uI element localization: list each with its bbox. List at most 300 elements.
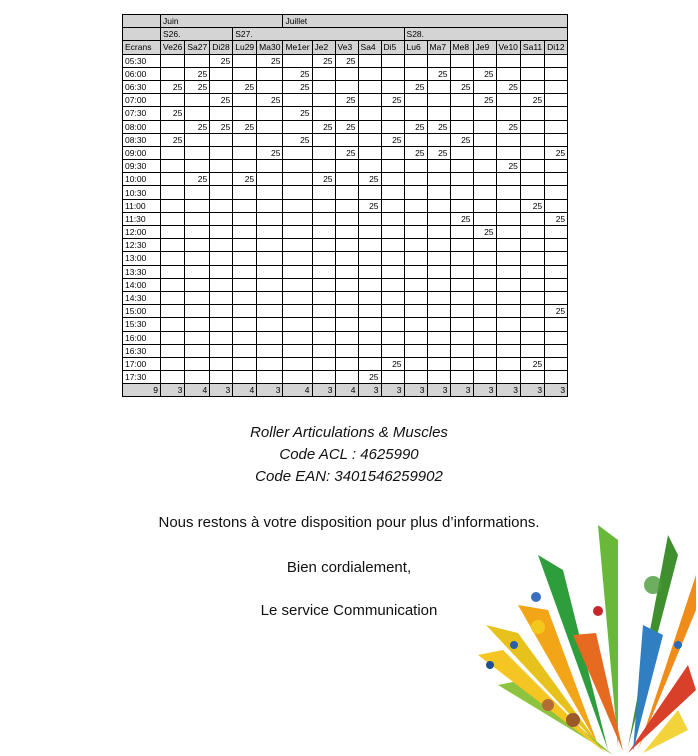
schedule-cell bbox=[520, 120, 544, 133]
schedule-cell bbox=[404, 331, 427, 344]
schedule-cell bbox=[520, 305, 544, 318]
schedule-row bbox=[123, 186, 568, 199]
schedule-cell bbox=[161, 252, 185, 265]
schedule-cell: 25 bbox=[427, 67, 450, 80]
schedule-cell: 25 bbox=[427, 120, 450, 133]
schedule-cell bbox=[210, 173, 233, 186]
schedule-cell bbox=[473, 133, 496, 146]
schedule-cell bbox=[381, 278, 404, 291]
schedule-cell: 25 bbox=[257, 54, 283, 67]
schedule-cell bbox=[335, 252, 358, 265]
schedule-cell bbox=[185, 252, 210, 265]
schedule-cell bbox=[283, 54, 312, 67]
schedule-cell bbox=[496, 239, 520, 252]
schedule-cell bbox=[427, 357, 450, 370]
total-cell: 3 bbox=[381, 384, 404, 397]
schedule-row bbox=[123, 160, 568, 173]
schedule-cell bbox=[210, 357, 233, 370]
schedule-cell bbox=[520, 318, 544, 331]
schedule-cell bbox=[427, 331, 450, 344]
schedule-cell bbox=[381, 146, 404, 159]
schedule-cell bbox=[473, 291, 496, 304]
schedule-cell bbox=[335, 80, 358, 93]
schedule-cell bbox=[450, 173, 473, 186]
day-header-row bbox=[123, 41, 568, 54]
schedule-cell bbox=[312, 344, 335, 357]
schedule-cell bbox=[496, 291, 520, 304]
schedule-cell bbox=[335, 173, 358, 186]
schedule-cell bbox=[358, 107, 381, 120]
schedule-cell bbox=[520, 133, 544, 146]
schedule-row bbox=[123, 173, 568, 186]
schedule-cell bbox=[381, 239, 404, 252]
schedule-cell bbox=[358, 357, 381, 370]
schedule-cell bbox=[210, 331, 233, 344]
schedule-cell bbox=[545, 80, 568, 93]
schedule-cell bbox=[210, 146, 233, 159]
schedule-cell bbox=[283, 186, 312, 199]
schedule-cell bbox=[496, 371, 520, 384]
schedule-row bbox=[123, 252, 568, 265]
schedule-cell: 25 bbox=[161, 80, 185, 93]
schedule-cell bbox=[210, 186, 233, 199]
schedule-cell bbox=[233, 252, 257, 265]
schedule-cell bbox=[210, 318, 233, 331]
total-cell: 3 bbox=[496, 384, 520, 397]
schedule-cell: 25 bbox=[233, 80, 257, 93]
schedule-cell bbox=[358, 54, 381, 67]
schedule-cell bbox=[161, 226, 185, 239]
day-header: Di12 bbox=[545, 41, 568, 54]
schedule-cell bbox=[233, 278, 257, 291]
schedule-cell bbox=[381, 160, 404, 173]
schedule-cell bbox=[233, 357, 257, 370]
schedule-cell bbox=[520, 54, 544, 67]
schedule-cell bbox=[283, 305, 312, 318]
schedule-cell bbox=[185, 318, 210, 331]
time-slot: 08:30 bbox=[123, 133, 161, 146]
schedule-cell bbox=[450, 291, 473, 304]
schedule-cell bbox=[335, 107, 358, 120]
schedule-cell bbox=[161, 67, 185, 80]
schedule-cell bbox=[185, 265, 210, 278]
schedule-cell: 25 bbox=[450, 80, 473, 93]
schedule-cell bbox=[358, 80, 381, 93]
schedule-cell bbox=[520, 226, 544, 239]
schedule-cell: 25 bbox=[450, 133, 473, 146]
schedule-cell: 25 bbox=[450, 212, 473, 225]
schedule-cell bbox=[335, 265, 358, 278]
schedule-cell bbox=[312, 357, 335, 370]
schedule-cell bbox=[404, 291, 427, 304]
schedule-cell bbox=[358, 146, 381, 159]
schedule-cell: 25 bbox=[210, 94, 233, 107]
schedule-cell bbox=[335, 160, 358, 173]
schedule-row bbox=[123, 344, 568, 357]
schedule-cell bbox=[496, 252, 520, 265]
month-header-row bbox=[123, 15, 568, 28]
schedule-cell: 25 bbox=[545, 212, 568, 225]
schedule-cell bbox=[283, 173, 312, 186]
schedule-cell bbox=[161, 199, 185, 212]
schedule-cell bbox=[473, 265, 496, 278]
schedule-cell bbox=[283, 120, 312, 133]
schedule-cell bbox=[427, 133, 450, 146]
schedule-cell bbox=[210, 265, 233, 278]
schedule-cell bbox=[335, 226, 358, 239]
schedule-cell bbox=[450, 305, 473, 318]
schedule-cell bbox=[545, 120, 568, 133]
schedule-cell bbox=[185, 146, 210, 159]
schedule-cell bbox=[257, 160, 283, 173]
schedule-cell bbox=[257, 278, 283, 291]
schedule-cell bbox=[520, 331, 544, 344]
time-slot: 13:00 bbox=[123, 252, 161, 265]
schedule-cell bbox=[381, 291, 404, 304]
schedule-cell bbox=[450, 199, 473, 212]
total-cell: 3 bbox=[312, 384, 335, 397]
schedule-cell bbox=[358, 291, 381, 304]
schedule-cell bbox=[210, 291, 233, 304]
schedule-cell bbox=[233, 291, 257, 304]
availability-message: Nous restons à votre disposition pour plus d’informations. bbox=[158, 514, 540, 531]
schedule-cell bbox=[358, 212, 381, 225]
schedule-cell: 25 bbox=[496, 120, 520, 133]
schedule-cell bbox=[520, 371, 544, 384]
time-slot: 07:00 bbox=[123, 94, 161, 107]
schedule-cell: 25 bbox=[257, 94, 283, 107]
schedule-cell bbox=[520, 212, 544, 225]
schedule-cell bbox=[427, 54, 450, 67]
schedule-cell bbox=[381, 212, 404, 225]
schedule-cell bbox=[233, 107, 257, 120]
time-slot: 15:00 bbox=[123, 305, 161, 318]
total-cell: 4 bbox=[335, 384, 358, 397]
schedule-cell: 25 bbox=[283, 133, 312, 146]
schedule-cell bbox=[283, 94, 312, 107]
schedule-row bbox=[123, 94, 568, 107]
schedule-cell bbox=[358, 239, 381, 252]
schedule-cell bbox=[185, 199, 210, 212]
month-header: Juin bbox=[161, 15, 283, 28]
schedule-cell: 25 bbox=[427, 146, 450, 159]
schedule-cell bbox=[233, 186, 257, 199]
schedule-cell bbox=[496, 265, 520, 278]
schedule-cell bbox=[473, 318, 496, 331]
month-header: Juillet bbox=[283, 15, 568, 28]
schedule-cell bbox=[381, 305, 404, 318]
schedule-cell bbox=[257, 318, 283, 331]
schedule-cell bbox=[545, 173, 568, 186]
schedule-row bbox=[123, 199, 568, 212]
schedule-cell: 25 bbox=[161, 133, 185, 146]
time-slot: 06:30 bbox=[123, 80, 161, 93]
schedule-cell bbox=[283, 318, 312, 331]
schedule-row bbox=[123, 239, 568, 252]
schedule-cell bbox=[312, 252, 335, 265]
corner-cell bbox=[123, 28, 161, 41]
total-cell: 4 bbox=[283, 384, 312, 397]
schedule-cell bbox=[520, 80, 544, 93]
schedule-cell bbox=[358, 331, 381, 344]
schedule-cell: 25 bbox=[233, 173, 257, 186]
schedule-cell bbox=[185, 344, 210, 357]
schedule-cell bbox=[283, 226, 312, 239]
schedule-cell bbox=[545, 160, 568, 173]
schedule-cell bbox=[358, 67, 381, 80]
schedule-cell bbox=[496, 199, 520, 212]
schedule-cell bbox=[358, 305, 381, 318]
schedule-cell bbox=[257, 357, 283, 370]
schedule-cell: 25 bbox=[335, 94, 358, 107]
time-slot: 09:00 bbox=[123, 146, 161, 159]
schedule-cell bbox=[473, 252, 496, 265]
schedule-cell bbox=[210, 107, 233, 120]
schedule-cell bbox=[496, 186, 520, 199]
schedule-cell bbox=[210, 371, 233, 384]
schedule-cell: 25 bbox=[257, 146, 283, 159]
schedule-cell bbox=[404, 371, 427, 384]
schedule-cell bbox=[520, 146, 544, 159]
schedule-cell bbox=[312, 199, 335, 212]
schedule-cell bbox=[283, 344, 312, 357]
schedule-cell: 25 bbox=[210, 54, 233, 67]
time-slot: 08:00 bbox=[123, 120, 161, 133]
schedule-cell: 25 bbox=[335, 120, 358, 133]
schedule-row bbox=[123, 265, 568, 278]
schedule-cell: 25 bbox=[358, 173, 381, 186]
day-header: Sa4 bbox=[358, 41, 381, 54]
broadcast-schedule-table bbox=[122, 14, 568, 397]
schedule-cell bbox=[257, 331, 283, 344]
schedule-cell bbox=[427, 291, 450, 304]
schedule-cell bbox=[496, 305, 520, 318]
total-cell: 4 bbox=[185, 384, 210, 397]
schedule-cell bbox=[185, 291, 210, 304]
schedule-cell bbox=[335, 212, 358, 225]
schedule-cell bbox=[210, 278, 233, 291]
schedule-cell bbox=[161, 54, 185, 67]
schedule-cell: 25 bbox=[185, 173, 210, 186]
schedule-cell bbox=[312, 80, 335, 93]
schedule-cell: 25 bbox=[312, 173, 335, 186]
schedule-cell bbox=[404, 199, 427, 212]
schedule-cell bbox=[233, 305, 257, 318]
schedule-cell bbox=[473, 186, 496, 199]
schedule-cell bbox=[473, 107, 496, 120]
schedule-cell bbox=[450, 67, 473, 80]
week-header: S27. bbox=[233, 28, 404, 41]
schedule-cell bbox=[257, 120, 283, 133]
schedule-cell bbox=[404, 186, 427, 199]
schedule-cell bbox=[496, 331, 520, 344]
schedule-cell bbox=[233, 67, 257, 80]
schedule-cell bbox=[312, 278, 335, 291]
schedule-cell bbox=[473, 54, 496, 67]
schedule-cell bbox=[496, 173, 520, 186]
schedule-cell bbox=[404, 67, 427, 80]
schedule-cell bbox=[473, 344, 496, 357]
schedule-cell: 25 bbox=[233, 120, 257, 133]
total-cell: 3 bbox=[161, 384, 185, 397]
schedule-cell bbox=[185, 133, 210, 146]
schedule-cell bbox=[283, 212, 312, 225]
total-cell: 3 bbox=[473, 384, 496, 397]
total-cell: 3 bbox=[450, 384, 473, 397]
schedule-cell bbox=[312, 94, 335, 107]
schedule-cell bbox=[496, 146, 520, 159]
schedule-cell bbox=[404, 305, 427, 318]
schedule-cell bbox=[161, 239, 185, 252]
row-header-label: Ecrans bbox=[123, 41, 161, 54]
schedule-cell bbox=[161, 173, 185, 186]
schedule-cell: 25 bbox=[210, 120, 233, 133]
schedule-cell bbox=[496, 133, 520, 146]
schedule-cell bbox=[257, 133, 283, 146]
schedule-cell bbox=[496, 107, 520, 120]
schedule-cell bbox=[427, 160, 450, 173]
schedule-row bbox=[123, 120, 568, 133]
schedule-cell bbox=[450, 54, 473, 67]
schedule-row bbox=[123, 357, 568, 370]
schedule-cell bbox=[520, 107, 544, 120]
schedule-cell: 25 bbox=[358, 199, 381, 212]
schedule-cell: 25 bbox=[185, 67, 210, 80]
schedule-cell bbox=[520, 252, 544, 265]
schedule-row bbox=[123, 305, 568, 318]
schedule-row bbox=[123, 107, 568, 120]
schedule-cell bbox=[210, 212, 233, 225]
schedule-cell bbox=[496, 212, 520, 225]
schedule-cell bbox=[473, 371, 496, 384]
time-slot: 17:30 bbox=[123, 371, 161, 384]
schedule-cell bbox=[381, 252, 404, 265]
schedule-cell bbox=[233, 239, 257, 252]
time-slot: 15:30 bbox=[123, 318, 161, 331]
schedule-row bbox=[123, 318, 568, 331]
schedule-cell bbox=[473, 120, 496, 133]
schedule-cell bbox=[312, 67, 335, 80]
schedule-cell bbox=[185, 305, 210, 318]
schedule-cell bbox=[404, 160, 427, 173]
schedule-cell bbox=[312, 239, 335, 252]
schedule-cell bbox=[283, 278, 312, 291]
schedule-cell bbox=[185, 239, 210, 252]
schedule-cell: 25 bbox=[283, 107, 312, 120]
schedule-cell bbox=[473, 146, 496, 159]
schedule-cell bbox=[161, 344, 185, 357]
totals-row bbox=[123, 384, 568, 397]
schedule-cell bbox=[161, 278, 185, 291]
schedule-cell bbox=[358, 265, 381, 278]
total-cell: 3 bbox=[358, 384, 381, 397]
schedule-cell: 25 bbox=[520, 357, 544, 370]
schedule-cell bbox=[545, 371, 568, 384]
schedule-cell: 25 bbox=[185, 120, 210, 133]
schedule-cell bbox=[450, 146, 473, 159]
schedule-row bbox=[123, 133, 568, 146]
schedule-cell bbox=[257, 80, 283, 93]
schedule-cell bbox=[381, 371, 404, 384]
schedule-cell bbox=[520, 278, 544, 291]
day-header: Di28 bbox=[210, 41, 233, 54]
schedule-cell bbox=[335, 291, 358, 304]
schedule-cell: 25 bbox=[404, 146, 427, 159]
schedule-cell bbox=[358, 94, 381, 107]
schedule-cell bbox=[312, 305, 335, 318]
schedule-cell bbox=[381, 67, 404, 80]
schedule-cell bbox=[381, 344, 404, 357]
schedule-cell bbox=[335, 186, 358, 199]
day-header: Ma30 bbox=[257, 41, 283, 54]
day-header: Me8 bbox=[450, 41, 473, 54]
schedule-cell bbox=[450, 265, 473, 278]
time-slot: 13:30 bbox=[123, 265, 161, 278]
time-slot: 12:30 bbox=[123, 239, 161, 252]
schedule-cell bbox=[161, 331, 185, 344]
schedule-row bbox=[123, 226, 568, 239]
schedule-cell: 25 bbox=[404, 80, 427, 93]
schedule-row bbox=[123, 331, 568, 344]
day-header: Ve26 bbox=[161, 41, 185, 54]
schedule-cell bbox=[450, 160, 473, 173]
schedule-cell bbox=[312, 265, 335, 278]
day-header: Ve3 bbox=[335, 41, 358, 54]
time-slot: 14:00 bbox=[123, 278, 161, 291]
schedule-cell: 25 bbox=[520, 94, 544, 107]
schedule-cell bbox=[545, 291, 568, 304]
schedule-cell bbox=[427, 94, 450, 107]
schedule-cell bbox=[358, 344, 381, 357]
schedule-cell bbox=[404, 357, 427, 370]
schedule-cell bbox=[312, 107, 335, 120]
schedule-cell bbox=[473, 305, 496, 318]
schedule-cell bbox=[185, 357, 210, 370]
schedule-cell bbox=[545, 265, 568, 278]
week-header: S26. bbox=[161, 28, 233, 41]
schedule-cell bbox=[233, 212, 257, 225]
schedule-cell: 25 bbox=[545, 146, 568, 159]
schedule-cell bbox=[161, 357, 185, 370]
schedule-cell bbox=[381, 173, 404, 186]
schedule-cell bbox=[450, 318, 473, 331]
schedule-cell bbox=[233, 318, 257, 331]
schedule-cell bbox=[473, 199, 496, 212]
schedule-cell bbox=[427, 107, 450, 120]
schedule-cell: 25 bbox=[496, 160, 520, 173]
product-name: Roller Articulations & Muscles bbox=[250, 424, 448, 441]
schedule-cell bbox=[283, 199, 312, 212]
total-cell: 3 bbox=[257, 384, 283, 397]
totals-label: 9 bbox=[123, 384, 161, 397]
schedule-cell bbox=[312, 331, 335, 344]
time-slot: 07:30 bbox=[123, 107, 161, 120]
schedule-cell bbox=[335, 278, 358, 291]
schedule-cell bbox=[161, 371, 185, 384]
schedule-cell bbox=[496, 67, 520, 80]
schedule-cell bbox=[335, 67, 358, 80]
schedule-cell bbox=[335, 331, 358, 344]
day-header: Di5 bbox=[381, 41, 404, 54]
schedule-cell bbox=[257, 371, 283, 384]
schedule-cell bbox=[520, 239, 544, 252]
schedule-cell bbox=[233, 160, 257, 173]
day-header: Sa27 bbox=[185, 41, 210, 54]
time-slot: 09:30 bbox=[123, 160, 161, 173]
schedule-cell bbox=[427, 173, 450, 186]
schedule-cell bbox=[233, 94, 257, 107]
time-slot: 10:30 bbox=[123, 186, 161, 199]
